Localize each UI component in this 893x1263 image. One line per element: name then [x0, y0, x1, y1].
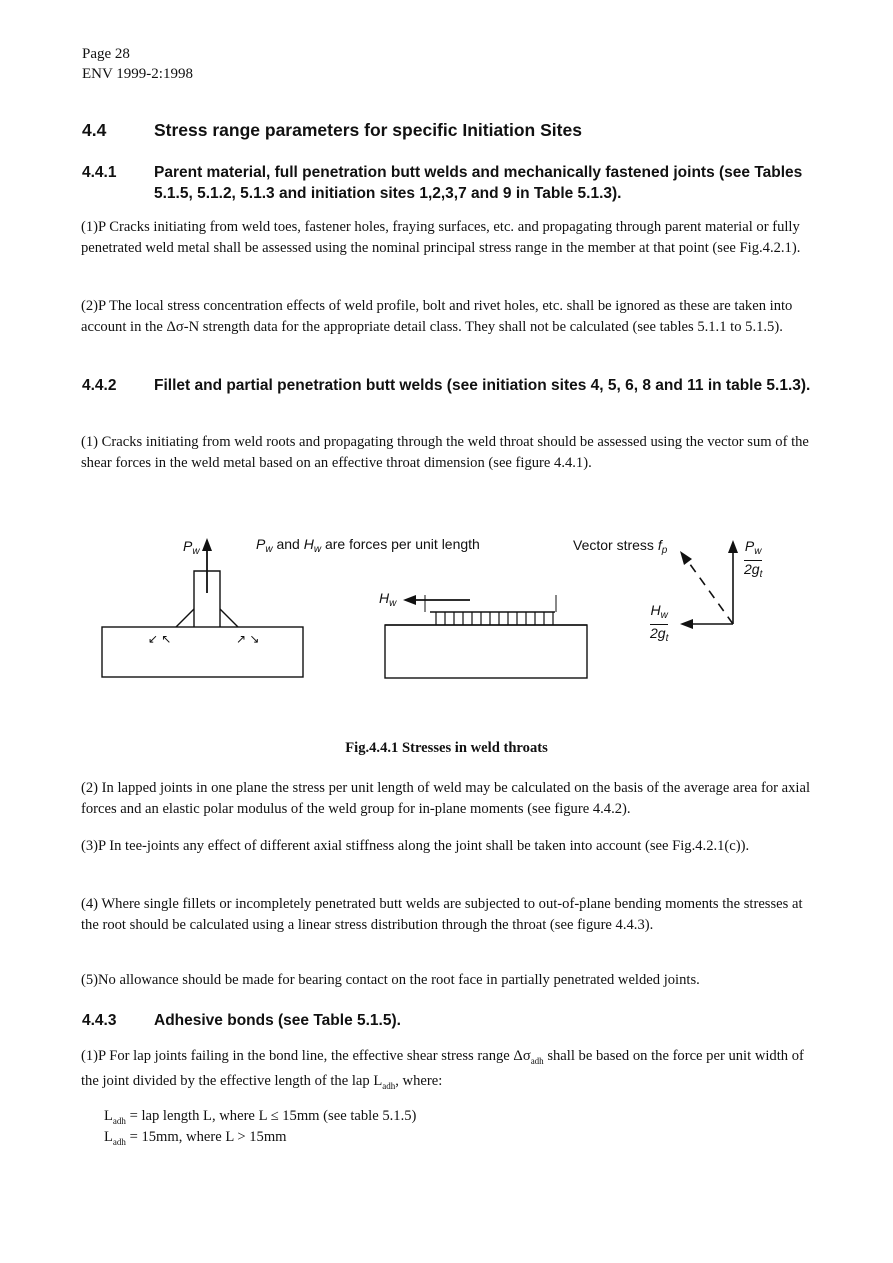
tee-joint-diagram: [102, 538, 303, 677]
definition-ladh-long: $L_{adh} = 15mm$, where L > 15mm: [104, 1129, 287, 1147]
resultant-vector-head: [680, 551, 692, 565]
section-title: Parent material, full penetration butt welds and mechanically fastened joints (see Tables 5.1.5, 5.1.2, 5.1.3 and initiation sites 1,2,3,7 and 9 in Table 5.1.3).: [154, 164, 803, 202]
fillet-weld-right: [220, 609, 238, 627]
hw-vector-head: [680, 619, 693, 629]
hw-label: $H_w$: [379, 590, 397, 609]
pw-label: $P_w$: [183, 538, 200, 557]
section-4-4-2-heading: [0, 375, 893, 419]
hw-arrow-head: [403, 595, 416, 605]
section-4-4-1-heading: [0, 162, 893, 206]
resultant-vector-shaft: [687, 560, 733, 624]
standard-reference: ENV 1999-2:1998: [82, 66, 193, 82]
pw-over-2gt: [744, 538, 762, 583]
paragraph-4-4-2-5: (5)No allowance should be made for bearing contact on the root face in partially penetrated welded joints.: [81, 972, 700, 988]
lower-plate: [385, 625, 587, 678]
weld-throat-mark-left: ↙ ↖: [148, 632, 172, 646]
section-4-4-heading: [0, 120, 893, 144]
figure-4-4-1: [0, 520, 893, 720]
paragraph-4-4-2-1: (1) Cracks initiating from weld roots and propagating through the weld throat should be assessed using the vector sum of the shear forces in the weld metal based on an effective throat dimension (see figure 4.4.1).: [81, 434, 809, 471]
section-title: Adhesive bonds (see Table 5.1.5).: [154, 1012, 401, 1029]
fraction-denominator: $2g_t$: [650, 625, 669, 644]
pw-vector-head: [728, 540, 738, 553]
section-number: 4.4: [82, 120, 107, 140]
paragraph-4-4-2-2: (2) In lapped joints in one plane the stress per unit length of weld may be calculated on the basis of the average area for axial forces and an elastic polar modulus of the weld group for in-plane moments (see figure 4.4.2).: [81, 780, 811, 817]
section-number: 4.4.3: [82, 1012, 117, 1029]
fillet-weld-left: [176, 609, 194, 627]
pw-arrow-head: [202, 538, 212, 551]
section-number: 4.4.1: [82, 164, 117, 181]
fraction-numerator: $P_w$: [744, 538, 762, 561]
paragraph-4-4-1-1: (1)P Cracks initiating from weld toes, fastener holes, fraying surfaces, etc. and propagating through parent material or fully penetrated weld metal shall be assessed using the nominal principal stress range in the member at that point (see Fig.4.2.1).: [81, 219, 801, 256]
lap-joint-diagram: [385, 595, 587, 678]
vector-diagram: [680, 540, 738, 629]
paragraph-4-4-2-4: (4) Where single fillets or incompletely penetrated butt welds are subjected to out-of-plane bending moments the stresses at the root should be calculated using a linear stress distribution through the throat (see figure 4.4.3).: [81, 896, 803, 933]
section-title: Stress range parameters for specific Initiation Sites: [154, 120, 582, 140]
section-4-4-3-heading: [0, 1010, 893, 1032]
paragraph-4-4-1-2: (2)P The local stress concentration effects of weld profile, bolt and rivet holes, etc. shall be ignored as these are taken into account in the Δσ-N strength data for the appropriate detail class. They shall not be calculated (see tables 5.1.1 to 5.1.5).: [81, 298, 793, 335]
fraction-numerator: $H_w$: [650, 602, 668, 625]
figure-caption: Fig.4.4.1 Stresses in weld throats: [345, 740, 548, 756]
fraction-denominator: $2g_t$: [744, 561, 763, 580]
force-note: $P_w$ and $H_w$ are forces per unit length: [256, 536, 480, 555]
page-number: Page 28: [82, 46, 130, 62]
section-number: 4.4.2: [82, 377, 117, 394]
definition-ladh-short: $L_{adh}$ = lap length L, where L ≤ 15mm (see table 5.1.5): [104, 1108, 417, 1126]
section-title: Fillet and partial penetration butt welds (see initiation sites 4, 5, 6, 8 and 11 in table 5.1.3).: [154, 377, 811, 394]
paragraph-4-4-2-3: (3)P In tee-joints any effect of different axial stiffness along the joint shall be taken into account (see Fig.4.2.1(c)).: [81, 838, 750, 854]
weld-hatching: [436, 612, 553, 625]
base-plate: [102, 627, 303, 677]
paragraph-4-4-3-1: (1)P For lap joints failing in the bond line, the effective shear stress range $\Delta\sigma_{adh}$ shall be based on the force per unit width of the joint divided by the effective length of the lap $L_{adh}$, where:: [81, 1048, 804, 1092]
vector-stress-label: Vector stress $f_p$: [573, 537, 668, 556]
hw-over-2gt: [650, 602, 668, 647]
weld-throat-mark-right: ↗ ↘: [236, 632, 260, 646]
